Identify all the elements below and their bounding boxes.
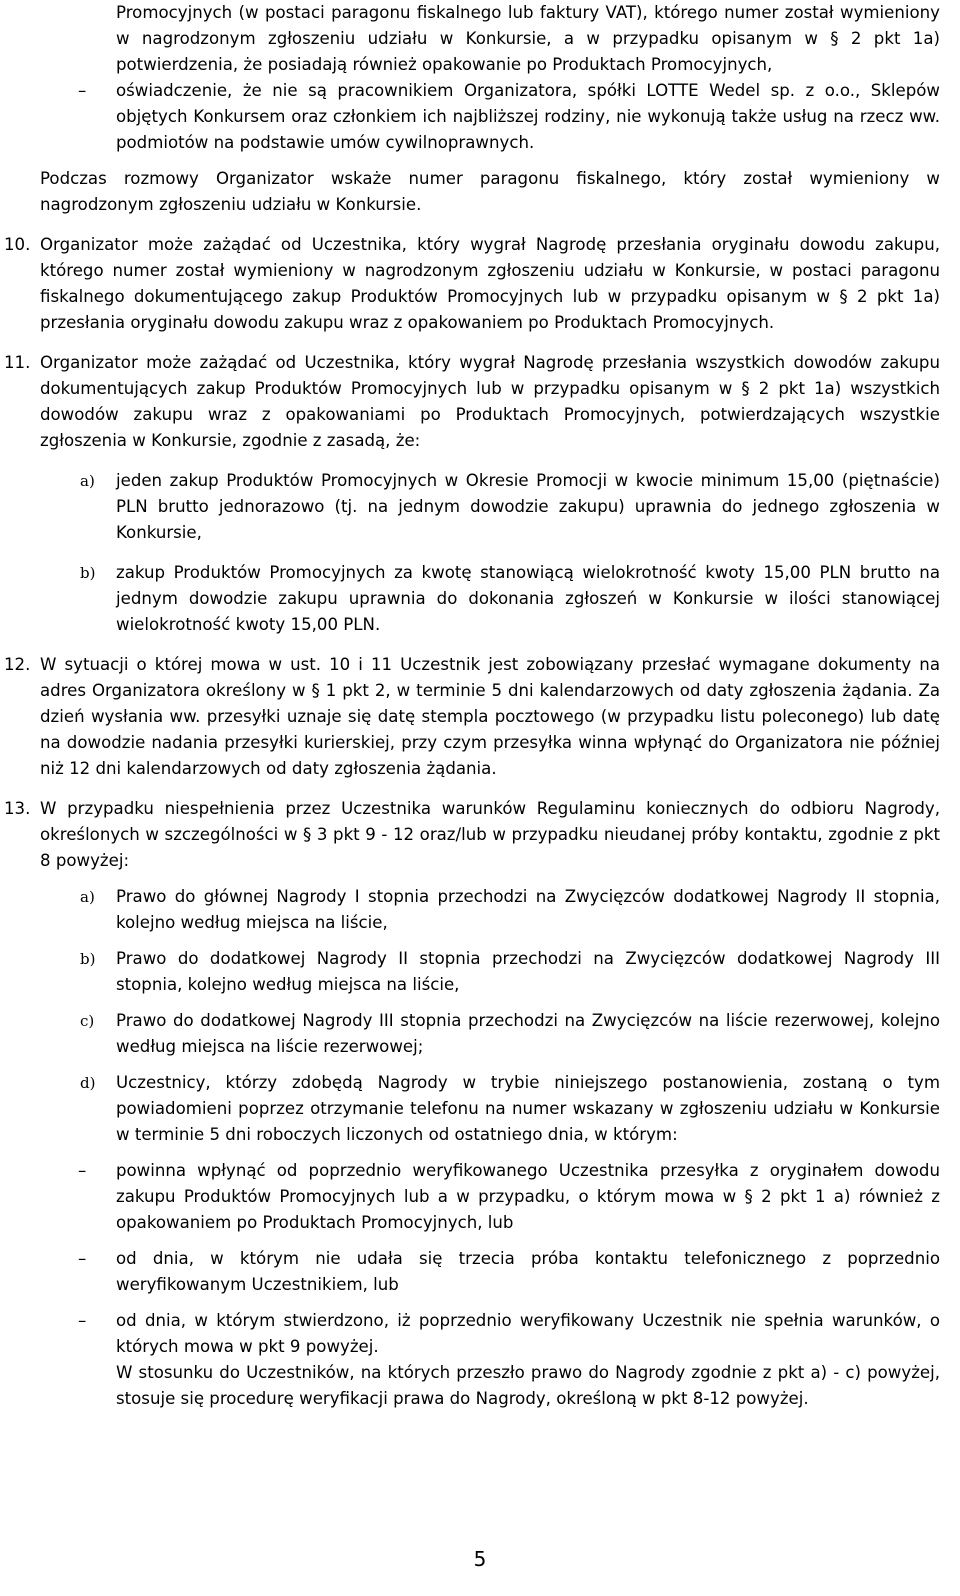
item-number: 11.	[4, 353, 31, 372]
dash-item-text: od dnia, w którym nie udała się trzecia próba kontaktu telefonicznego z poprzednio weryfikowanym Uczestnikiem, lub	[116, 1249, 940, 1294]
dash-list-item	[0, 1246, 960, 1298]
item-13	[0, 796, 960, 874]
item-text: W przypadku niespełnienia przez Uczestnika warunków Regulaminu koniecznych do odbioru Nagrody, określonych w szczególności w § 3 pkt 9 - 12 oraz/lub w przypadku nieudanej próby kontaktu, zgodnie z pkt 8 powyżej:	[40, 799, 940, 870]
dash-list-item	[0, 78, 960, 156]
subitem-letter: c)	[80, 1012, 95, 1030]
subitem-11b	[0, 560, 960, 638]
dash-bullet: –	[78, 1161, 87, 1180]
item-text: Organizator może zażądać od Uczestnika, który wygrał Nagrodę przesłania wszystkich dowodów zakupu dokumentujących zakup Produktów Promocyjnych lub w przypadku opisanym w § 2 pkt 1a) wszystkich dowodów zakupu wraz z opakowaniami po Produktach Promocyjnych, potwierdzających wszystkie zgłoszenia w Konkursie, zgodnie z zasadą, że:	[40, 353, 940, 450]
subitem-13d	[0, 1070, 960, 1148]
subitem-11a	[0, 468, 960, 546]
subitem-text: Uczestnicy, którzy zdobędą Nagrody w trybie niniejszego postanowienia, zostaną o tym powiadomieni poprzez otrzymanie telefonu na numer wskazany w zgłoszeniu udziału w Konkursie w terminie 5 dni roboczych liczonych od ostatniego dnia, w którym:	[116, 1073, 940, 1144]
paragraph-during-call: Podczas rozmowy Organizator wskaże numer paragonu fiskalnego, który został wymieniony w nagrodzonym zgłoszeniu udziału w Konkursie.	[40, 169, 940, 214]
dash-list-item	[0, 1308, 960, 1360]
subitem-text: Prawo do dodatkowej Nagrody II stopnia przechodzi na Zwycięzców dodatkowej Nagrody III stopnia, kolejno według miejsca na liście,	[116, 949, 940, 994]
item-11	[0, 350, 960, 454]
dash-bullet: –	[78, 1249, 87, 1268]
item-number: 10.	[4, 235, 31, 254]
subitem-13a	[0, 884, 960, 936]
item-number: 13.	[4, 799, 31, 818]
item-12	[0, 652, 960, 782]
dash-list-item	[0, 1158, 960, 1236]
dash-bullet: –	[78, 1311, 87, 1330]
subitem-letter: b)	[80, 564, 96, 582]
dash-item-text: powinna wpłynąć od poprzednio weryfikowanego Uczestnika przesyłka z oryginałem dowodu zakupu Produktów Promocyjnych lub a w przypadku, o którym mowa w § 2 pkt 1 a) również z opakowaniem po Produktach Promocyjnych, lub	[116, 1161, 940, 1232]
item-10	[0, 232, 960, 336]
dash-item-text: oświadczenie, że nie są pracownikiem Organizatora, spółki LOTTE Wedel sp. z o.o., Sklepów objętych Konkursem oraz członkiem ich najbliższej rodziny, nie wykonują także usług na rzecz ww. podmiotów na podstawie umów cywilnoprawnych.	[116, 81, 940, 152]
item-number: 12.	[4, 655, 31, 674]
subitem-text: Prawo do głównej Nagrody I stopnia przechodzi na Zwycięzców dodatkowej Nagrody II stopnia, kolejno według miejsca na liście,	[116, 887, 940, 932]
dash-item-text: od dnia, w którym stwierdzono, iż poprzednio weryfikowany Uczestnik nie spełnia warunków, o których mowa w pkt 9 powyżej.	[116, 1311, 940, 1356]
subitem-13c	[0, 1008, 960, 1060]
page-number: 5	[473, 1547, 487, 1571]
paragraph-continuation: Promocyjnych (w postaci paragonu fiskalnego lub faktury VAT), którego numer został wymieniony w nagrodzonym zgłoszeniu udziału w Konkursie, a w przypadku opisanym w § 2 pkt 1a) potwierdzenia, że posiadają również opakowanie po Produktach Promocyjnych,	[116, 3, 940, 74]
subitem-letter: a)	[80, 888, 95, 906]
subitem-letter: a)	[80, 472, 95, 490]
subitem-text: Prawo do dodatkowej Nagrody III stopnia przechodzi na Zwycięzców na liście rezerwowej, kolejno według miejsca na liście rezerwowej;	[116, 1011, 940, 1056]
dash-bullet: –	[78, 81, 87, 100]
subitem-text: zakup Produktów Promocyjnych za kwotę stanowiącą wielokrotność kwoty 15,00 PLN brutto na jednym dowodzie zakupu uprawnia do dokonania zgłoszeń w Konkursie w ilości stanowiącej wielokrotność kwoty 15,00 PLN.	[116, 563, 940, 634]
item-text: Organizator może zażądać od Uczestnika, który wygrał Nagrodę przesłania oryginału dowodu zakupu, którego numer został wymieniony w nagrodzonym zgłoszeniu udziału w Konkursie, w postaci paragonu fiskalnego dokumentującego zakup Produktów Promocyjnych lub w przypadku opisanym w § 2 pkt 1a) przesłania oryginału dowodu zakupu wraz z opakowaniem po Produktach Promocyjnych.	[40, 235, 940, 332]
closing-paragraph: W stosunku do Uczestników, na których przeszło prawo do Nagrody zgodnie z pkt a) - c) powyżej, stosuje się procedurę weryfikacji prawa do Nagrody, określoną w pkt 8-12 powyżej.	[116, 1363, 940, 1408]
subitem-13b	[0, 946, 960, 998]
item-text: W sytuacji o której mowa w ust. 10 i 11 Uczestnik jest zobowiązany przesłać wymagane dokumenty na adres Organizatora określony w § 1 pkt 2, w terminie 5 dni kalendarzowych od daty zgłoszenia żądania. Za dzień wysłania ww. przesyłki uznaje się datę stempla pocztowego (w przypadku listu poleconego) lub datę na dowodzie nadania przesyłki kurierskiej, przy czym przesyłka winna wpłynąć do Organizatora nie później niż 12 dni kalendarzowych od daty zgłoszenia żądania.	[40, 655, 940, 778]
subitem-letter: d)	[80, 1074, 96, 1092]
subitem-text: jeden zakup Produktów Promocyjnych w Okresie Promocji w kwocie minimum 15,00 (piętnaście) PLN brutto jednorazowo (tj. na jednym dowodzie zakupu) uprawnia do jednego zgłoszenia w Konkursie,	[116, 471, 940, 542]
subitem-letter: b)	[80, 950, 96, 968]
